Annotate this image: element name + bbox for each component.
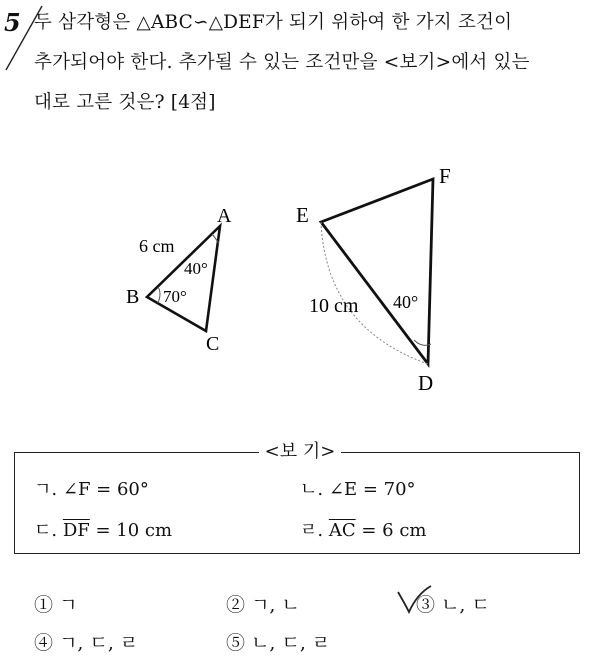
choice-number: ①: [34, 594, 54, 616]
question-number: 5: [4, 8, 21, 37]
bogi-rest: = 60°: [90, 479, 149, 500]
side-ab-label: 6 cm: [139, 236, 175, 256]
vertex-d-label: D: [418, 371, 434, 395]
angle-d-label: 40°: [393, 292, 419, 312]
choice-5[interactable]: [226, 628, 330, 655]
angle-symbol: ∠: [328, 479, 344, 500]
bogi-marker: ㄴ.: [300, 479, 324, 500]
bogi-item-rieul: [300, 516, 427, 542]
choice-number: ⑤: [226, 632, 246, 654]
choice-number: ④: [34, 632, 54, 654]
bogi-marker: ㄹ.: [300, 520, 324, 541]
segment-ac: $\overline{AC}$: [328, 520, 356, 541]
vertex-e-label: E: [296, 203, 309, 227]
vertex-f-label: F: [439, 164, 451, 188]
vertex-b-label: B: [126, 286, 140, 308]
angle-symbol: ∠: [62, 479, 78, 500]
vertex-c-label: C: [206, 333, 220, 355]
bogi-rest: = 10 cm: [89, 520, 173, 541]
bogi-rest: = 6 cm: [355, 520, 427, 541]
angle-var: F: [77, 479, 91, 500]
bogi-item-giyeok: [34, 475, 149, 501]
question-line-1: 두 삼각형은 △ABC∽△DEF가 되기 위하여 한 가지 조건이: [34, 12, 513, 33]
angle-arc-b: [158, 287, 160, 303]
check-mark-icon: [395, 582, 435, 618]
choice-text: ㄱ, ㄴ: [251, 594, 300, 616]
choice-text: ㄴ, ㄷ: [441, 594, 490, 616]
side-ed-label: 10 cm: [309, 295, 359, 317]
triangle-efd: [321, 179, 433, 364]
choice-text: ㄴ, ㄷ, ㄹ: [251, 632, 331, 654]
question-line-2: 추가되어야 한다. 추가될 수 있는 조건만을 <보기>에서 있는: [34, 52, 530, 73]
choice-number: ②: [226, 594, 246, 616]
bogi-marker: ㄷ.: [34, 520, 58, 541]
angle-var: E: [343, 479, 358, 500]
vertex-a-label: A: [217, 205, 232, 227]
bogi-title: <보 기>: [0, 437, 600, 463]
choice-1[interactable]: [34, 590, 77, 617]
angle-b-label: 70°: [163, 287, 187, 306]
bogi-item-digeut: [34, 516, 172, 542]
segment-df: $\overline{DF}$: [62, 520, 90, 541]
choice-2[interactable]: [226, 590, 300, 617]
choice-text: ㄱ, ㄷ, ㄹ: [59, 632, 139, 654]
choice-text: ㄱ: [59, 594, 78, 616]
bogi-item-nieun: [300, 475, 416, 501]
bogi-rest: = 70°: [357, 479, 416, 500]
question-line-3: 대로 고른 것은? [4점]: [34, 92, 216, 113]
choice-number: ③: [416, 594, 436, 616]
bogi-marker: ㄱ.: [34, 479, 58, 500]
angle-a-label: 40°: [184, 259, 208, 278]
choice-4[interactable]: [34, 628, 138, 655]
